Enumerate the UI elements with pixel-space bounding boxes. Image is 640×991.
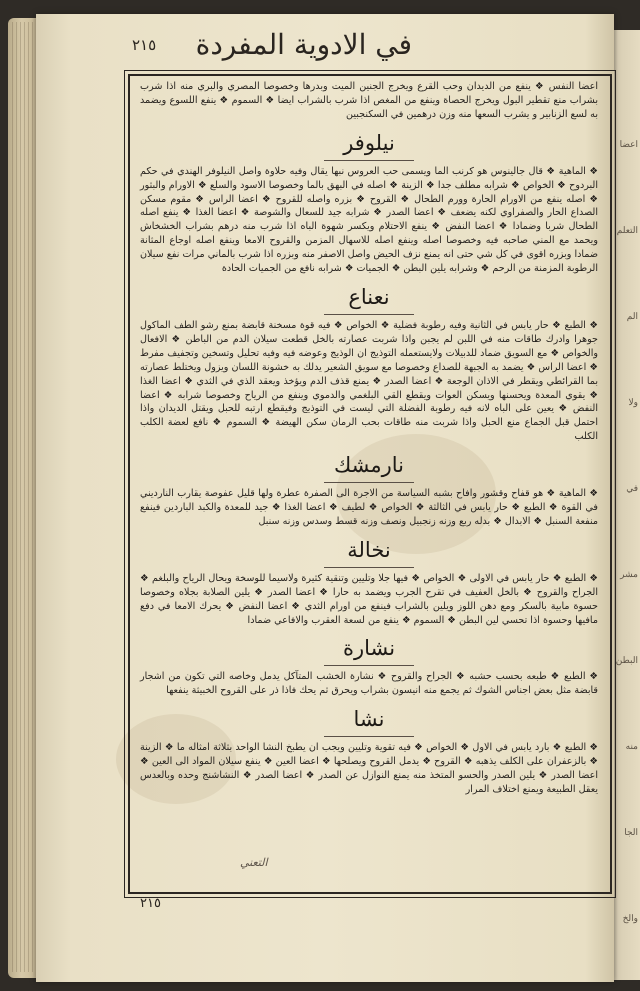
entry-text: ❖ الطبع ❖ بارد يابس في الاول ❖ الخواص ❖ فيه تقوية وتليين ويجب ان يطبخ النشا الواحد بثلاثة امثاله ما ❖ الزينة ❖ بالزعفران على الكلف يذهبه ❖ القروح ❖ يدمل القروح ويصلحها ❖ اعضا العين ❖ ينفع سيلان المواد الى العين ❖ اعضا الصدر ❖ يلين الصدر والحسو المتخذ منه يمنع النوازل عن الصدر ❖ اعضا الصدر ❖ النشاشنج وحده وبالعدس يعقل الطبيعة ويمنع اختلاف المرار bbox=[140, 742, 598, 795]
entry-section bbox=[134, 128, 604, 276]
entry-text: ❖ الماهية ❖ قال جالينوس هو كرنب الما ويسمى حب العروس نبها يقال وفيه حلاوة واصل النيلوفر الهندي في حكم البردوح ❖ الخواص ❖ شرابه مطلف جدا ❖ الزينة ❖ اصله في البهق بالما وخصوصا الاسود والسلع ❖ الاورام والبثور ❖ اصله ينفع من الاورام الحارة وورم الطحال ❖ القروح ❖ بزره واصله للقروح ❖ اعضا الراس ❖ مقوم مسكن الصداع الحار والصفراوي لكنه يضعف ❖ اعضا الصدر ❖ شرابه جيد للسعال والشوصة ❖ اعضا الغذا ❖ ينفع اصله الطحال شربا وضمادا ❖ اعضا النفض ❖ ينفع الاحتلام ويكسر شهوة الباه اذا شرب منه درهم بشراب الخشخاش ويحمد مع المني صاحبه فيه وخصوصا اصله وينفع اصله للاسهال المزمن والقروح الامعا وينفع اصله اوجاع المثانة ضمادا وبزره اقوى في كل شي حتى انه يمنع نزف الحيض واصل الاصفر منه وبزره اذا شرب بالماني مرات نفع سيلان الرطوبة المزمنة من الرحم ❖ وشرابه يلين البطن ❖ الجميات ❖ شرابه نافع من الجميات الحادة bbox=[140, 165, 598, 275]
entry-title: نعناع bbox=[134, 282, 604, 315]
adjacent-page-fragment: والخ bbox=[622, 914, 638, 924]
adjacent-page-fragment: ولا bbox=[628, 398, 638, 408]
page-content bbox=[134, 80, 604, 888]
entry-section bbox=[134, 282, 604, 444]
entry-section bbox=[134, 535, 604, 628]
entry-text: ❖ الطبع ❖ حار يابس في الثانية وفيه رطوبة فضلية ❖ الخواص ❖ فيه قوة مسخنة قابضة بمنع رشو الطف الماكول جوهرا وادرك طاقات منه في اللبن لم يجبن واذا شربت عصارته بالخل قطعت سيلان الدم من الباطن ❖ الافعال والخواص ❖ مع السويق ضماد للدبيلات ولايستعمله التوذيج ان الوذيج وعوضه فيه وفيه تحليل وتسخين وتجفيف مفرط ❖ اعضا الراس ❖ يضمد به الجبهة للصداع وخصوصا مع سويق الشعير يدلك به خشونة اللسان ويزول ويختلط عصارته بما القرائطي ويقطر في الاذان الوجعة ❖ اعضا الصدر ❖ يمنع قذف الدم ويؤخذ ويعقد الذي في الثدي ❖ اعضا الغذا ❖ يقوي المعدة ويحسنها ويسكن العوات ويقطع القي البلغمي والدموي وينفع من الرياح وخصوصا شرابه ❖ اعضا النفض ❖ يعين على الباه لانه فيه رطوبة الفضلة التي ليست في التوذيج وفيقطع ارتبه للحبل ويقتل الديدان واذا احتمل قبل الجماع منع الحبل واذا شربت منه طاقات بحب الرمان سكن الهيضة ❖ السموم ❖ نافع لعضة الكلب الكلب bbox=[140, 319, 598, 443]
entry-text: ❖ الطبع ❖ طبعه بحسب حشبه ❖ الجراح والقروح ❖ نشارة الخشب المتآكل يدمل وخاصه التي تكون من اشجار قابضة مثل بعض اجناس الشوك ثم يجمع منه انيسون بشراب ويحرق ثم يحك فاذا ذر على القروح الخبيثة ينفعها bbox=[140, 671, 598, 697]
adjacent-page-fragment: البطن bbox=[615, 656, 638, 666]
adjacent-page-fragment: الجا bbox=[624, 828, 638, 838]
adjacent-page-fragment: اعضا bbox=[619, 140, 638, 150]
entry-title: نيلوفر bbox=[134, 128, 604, 161]
adjacent-page-fragment: مشر bbox=[620, 570, 638, 580]
adjacent-page-fragment: الم bbox=[626, 312, 638, 322]
adjacent-page-fragment: في bbox=[626, 484, 638, 494]
adjacent-page-fragment: التعلم bbox=[616, 226, 638, 236]
entry-section bbox=[134, 704, 604, 797]
adjacent-page-fragment: منه bbox=[625, 742, 638, 752]
page-header bbox=[92, 22, 562, 72]
entry-section bbox=[134, 80, 604, 122]
entry-title: نشا bbox=[134, 704, 604, 737]
footer-page-number: ٢١٥ bbox=[140, 896, 161, 911]
entry-title: نشارة bbox=[134, 633, 604, 666]
entry-text: ❖ الطبع ❖ حار يابس في الاولى ❖ الخواص ❖ فيها جلا وتليين وتنقية كثيرة ولاسيما للوسخة ويحال الرياح والبلغم ❖ الجراح والقروح ❖ بالخل العفيف في تقرح الجرب ويضمد به حارا ❖ اعضا الصدر ❖ يلين الصلابة بجلاه وخصوصا حسوة مابية بالسكر ومع دهن اللوز ويلين بالشراب فينفع من اورام الثدي ❖ اعضا النفض ❖ يحرك الامعا في دفع مافيها وحسوة اذا تحسي لين البطن ❖ السموم ❖ ينفع من لسعة العقرب والافاعي ضمادا bbox=[140, 572, 598, 626]
entry-section bbox=[134, 450, 604, 529]
entry-text: اعضا النفس ❖ ينفع من الديدان وحب القرع ويخرج الجنين الميت وبدرها وخصوصا المصري والبري منه اذا شرب بشراب منع تقطير البول ويخرج الحصاة وينفع من المغص اذا شرب بالشراب ايضا ❖ السموم ❖ ينفع اللسوع ويضمد به لسع الزنابير و يشرب السعها منه وزن درهمين في السكنجبين bbox=[140, 81, 598, 120]
page-title: في الادوية المفردة bbox=[195, 28, 412, 61]
entry-section bbox=[134, 633, 604, 698]
entry-title: نارمشك bbox=[134, 450, 604, 483]
entry-text: ❖ الماهية ❖ هو قفاح وقشور وافاح بشبه السياسة من الاجرة الى الصفرة عطرة ولها قليل عفوصة يقارب النارديني في القوة ❖ الطبع ❖ حار يابس في الثالثة ❖ الخواص ❖ لطيف ❖ اعضا الغذا ❖ جيد للمعدة والكبد الباردين فينفع منفعة السنبل ❖ الابدال ❖ بدله ربع وزنه زنجبيل ونصف وزنه قسط وسدس وزنه سنبل bbox=[140, 488, 598, 527]
page-number: ٢١٥ bbox=[132, 36, 157, 54]
entry-title: نخالة bbox=[134, 535, 604, 568]
handwritten-note: التعني bbox=[240, 856, 268, 869]
